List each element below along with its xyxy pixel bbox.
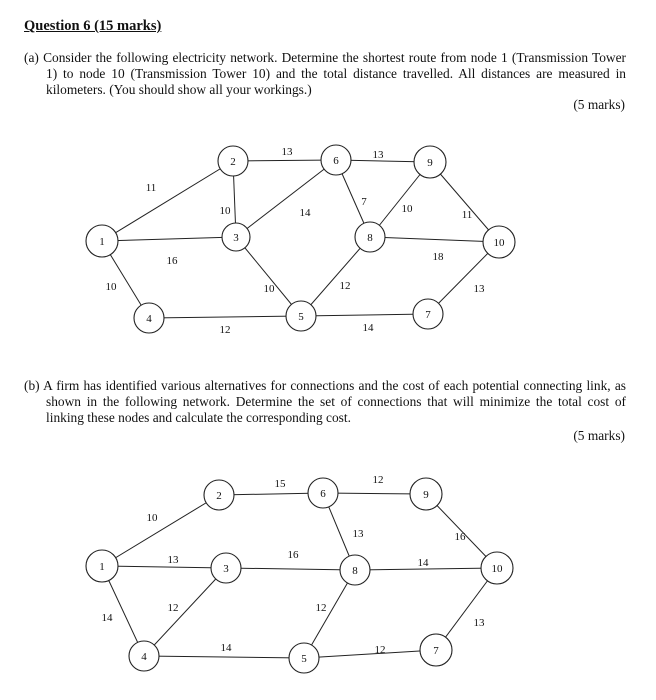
edge-weight-1-3: 16 — [166, 255, 178, 267]
edge-weight-7-10: 13 — [473, 617, 485, 629]
node-label: 3 — [233, 232, 239, 244]
edge-weight-8-10: 18 — [432, 251, 444, 263]
node-6 — [308, 478, 338, 508]
edge-3-8 — [226, 568, 355, 570]
edge-5-7 — [304, 650, 436, 658]
node-label: 2 — [216, 490, 222, 502]
node-label: 4 — [146, 313, 152, 325]
edge-weight-3-8: 16 — [287, 549, 299, 561]
edge-weight-1-3: 13 — [167, 554, 179, 566]
node-label: 4 — [141, 651, 147, 663]
node-label: 2 — [230, 156, 236, 168]
edge-weight-7-10: 13 — [473, 283, 485, 295]
edge-weight-5-8: 12 — [315, 602, 327, 614]
edge-weight-1-2: 11 — [145, 182, 157, 194]
edge-weight-6-9: 12 — [372, 474, 384, 486]
node-label: 7 — [433, 645, 439, 657]
edge-4-5 — [144, 656, 304, 658]
edge-weight-3-6: 14 — [299, 207, 311, 219]
edge-weight-6-9: 13 — [372, 149, 384, 161]
edge-3-4 — [144, 568, 226, 656]
part-b-paragraph: (b) A firm has identified various alternatives for connections and the cost of each potential connecting link, as shown in the following network. Determine the set of connections that will minimize the total cost of linking these nodes and calculate the corresponding cost. — [24, 378, 626, 425]
node-7 — [420, 634, 452, 666]
edge-weight-4-5: 14 — [220, 642, 232, 654]
edge-weight-9-10: 11 — [461, 209, 473, 221]
node-label: 5 — [301, 653, 307, 665]
node-label: 6 — [333, 155, 339, 167]
edge-weight-5-7: 14 — [362, 322, 374, 334]
part-a-marks: (5 marks) — [573, 97, 625, 112]
edge-weight-1-4: 10 — [105, 281, 117, 293]
node-label: 10 — [491, 563, 503, 575]
node-label: 9 — [427, 157, 433, 169]
node-5 — [289, 643, 319, 673]
edge-weight-6-8: 7 — [361, 196, 367, 208]
node-label: 8 — [352, 565, 358, 577]
node-label: 6 — [320, 488, 326, 500]
edge-weight-9-10: 16 — [454, 531, 466, 543]
node-1 — [86, 550, 118, 582]
edge-weight-2-6: 15 — [274, 478, 286, 490]
edge-weight-1-2: 10 — [146, 512, 158, 524]
edge-weight-8-9: 10 — [401, 203, 413, 215]
node-3 — [211, 553, 241, 583]
edge-weight-5-8: 12 — [339, 280, 351, 292]
node-label: 8 — [367, 232, 373, 244]
node-label: 1 — [99, 236, 105, 248]
question-title: Question 6 (15 marks) — [24, 18, 162, 34]
edge-weight-2-3: 10 — [219, 205, 231, 217]
node-10 — [481, 552, 513, 584]
edge-weight-2-6: 13 — [281, 146, 293, 158]
part-a-paragraph: (a) Consider the following electricity network. Determine the shortest route from node 1 (Transmission Tower 1) to node 10 (Transmission Tower 10) and the total distance travelled. All distances are measured in kilometers. (You should show all your workings.) — [24, 50, 626, 97]
part-b-marks: (5 marks) — [573, 428, 625, 443]
node-label: 5 — [298, 311, 304, 323]
edge-weight-5-7: 12 — [374, 644, 386, 656]
node-4 — [129, 641, 159, 671]
node-label: 3 — [223, 563, 229, 575]
node-2 — [204, 480, 234, 510]
node-label: 7 — [425, 309, 431, 321]
node-label: 9 — [423, 489, 429, 501]
edge-weight-3-4: 12 — [167, 602, 179, 614]
edge-weight-6-8: 13 — [352, 528, 364, 540]
edge-2-6 — [219, 493, 323, 495]
node-label: 1 — [99, 561, 105, 573]
edge-weight-8-10: 14 — [417, 557, 429, 569]
node-9 — [410, 478, 442, 510]
node-label: 10 — [493, 237, 505, 249]
edge-weight-1-4: 14 — [101, 612, 113, 624]
edge-1-2 — [102, 495, 219, 566]
node-8 — [340, 555, 370, 585]
edge-1-3 — [102, 566, 226, 568]
edge-weight-4-5: 12 — [219, 324, 231, 336]
edge-weight-3-5: 10 — [263, 283, 275, 295]
